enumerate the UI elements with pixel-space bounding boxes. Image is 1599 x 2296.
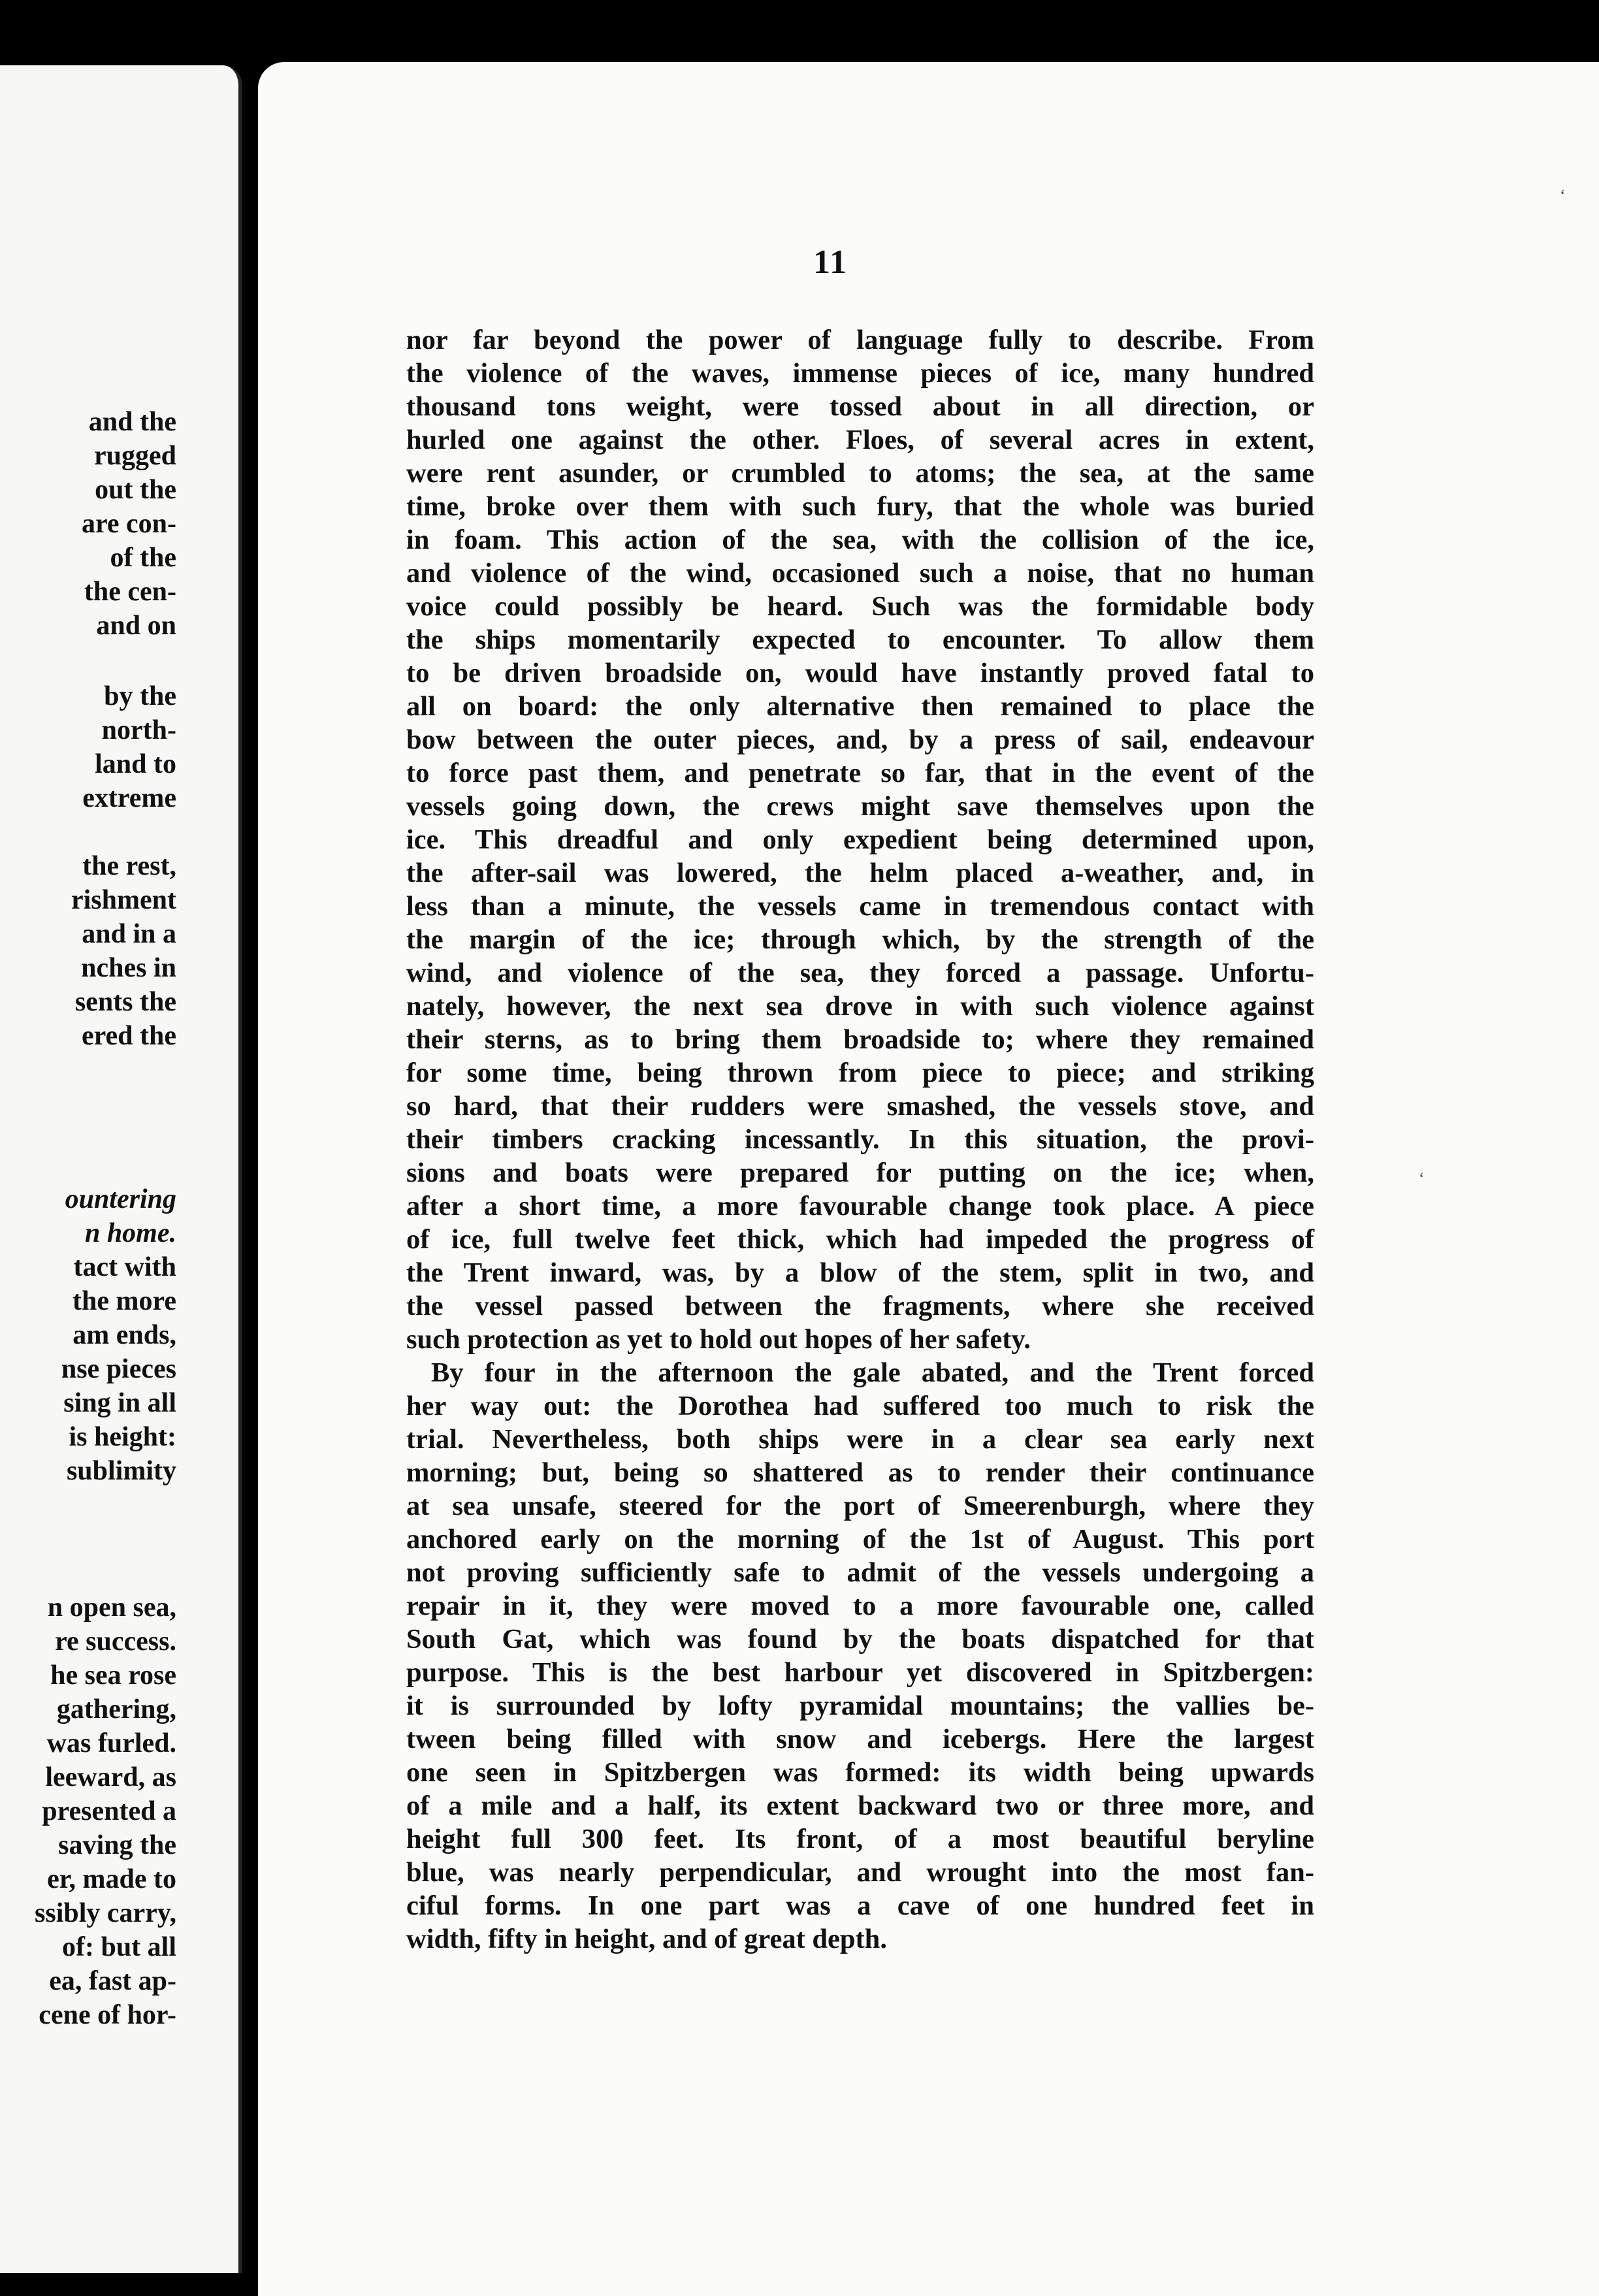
- text-line: and violence of the wind, occasioned such a noise, that no human: [406, 558, 1314, 589]
- text-line: hurled one against the other. Floes, of several acres in extent,: [406, 425, 1314, 455]
- text-line: such protection as yet to hold out hopes of her safety.: [406, 1324, 1031, 1355]
- left-fragment-line: ered the: [81, 1021, 176, 1051]
- left-fragment-line: was furled.: [46, 1728, 176, 1758]
- text-line: tween being filled with snow and icebergs. Here the largest: [406, 1724, 1314, 1754]
- text-line: By four in the afternoon the gale abated, and the Trent forced: [431, 1357, 1314, 1388]
- left-fragment-line: by the: [104, 681, 176, 711]
- left-fragment-line: are con-: [81, 509, 176, 539]
- margin-mark: ʻ: [1419, 1169, 1425, 1188]
- left-fragment-line: er, made to: [47, 1864, 176, 1894]
- left-fragment-line: rugged: [94, 441, 176, 471]
- left-fragment-line: am ends,: [73, 1320, 176, 1350]
- margin-mark: ‘: [1560, 186, 1566, 205]
- text-line: the vessel passed between the fragments, where she received: [406, 1291, 1314, 1321]
- left-fragment-line: tact with: [73, 1252, 176, 1282]
- left-fragment-line: the more: [73, 1286, 176, 1316]
- text-line: to be driven broadside on, would have instantly proved fatal to: [406, 658, 1314, 688]
- text-line: blue, was nearly perpendicular, and wrought into the most fan-: [406, 1857, 1314, 1888]
- left-fragment-line: is height:: [69, 1422, 176, 1452]
- left-fragment-line: presented a: [42, 1796, 176, 1826]
- text-line: were rent asunder, or crumbled to atoms; the sea, at the same: [406, 458, 1314, 489]
- left-fragment-line: and the: [88, 407, 176, 437]
- text-line: ciful forms. In one part was a cave of one hundred feet in: [406, 1890, 1314, 1921]
- text-line: trial. Nevertheless, both ships were in a clear sea early next: [406, 1424, 1314, 1455]
- body-text: [406, 323, 1314, 1956]
- left-fragment-line: he sea rose: [50, 1660, 176, 1690]
- left-fragment-line: north-: [101, 715, 176, 745]
- text-line: nately, however, the next sea drove in with such violence against: [406, 991, 1314, 1022]
- left-page-fragment-block: [0, 405, 176, 643]
- left-fragment-line: leeward, as: [45, 1762, 176, 1792]
- text-line: bow between the outer pieces, and, by a press of sail, endeavour: [406, 724, 1314, 755]
- text-line: all on board: the only alternative then remained to place the: [406, 691, 1314, 722]
- text-line: their timbers cracking incessantly. In this situation, the provi-: [406, 1124, 1314, 1155]
- text-line: their sterns, as to bring them broadside to; where they remained: [406, 1024, 1314, 1055]
- text-line: nor far beyond the power of language fully to describe. From: [406, 325, 1314, 355]
- text-line: at sea unsafe, steered for the port of Smeerenburgh, where they: [406, 1491, 1314, 1521]
- left-fragment-line: sing in all: [63, 1388, 176, 1418]
- text-line: morning; but, being so shattered as to render their continuance: [406, 1457, 1314, 1488]
- text-line: ice. This dreadful and only expedient being determined upon,: [406, 824, 1314, 855]
- left-fragment-line: of: but all: [61, 1932, 176, 1962]
- left-fragment-line: land to: [95, 749, 176, 779]
- text-line: of ice, full twelve feet thick, which had impeded the progress of: [406, 1224, 1314, 1255]
- left-fragment-heading: ountering: [65, 1184, 176, 1214]
- left-fragment-line: saving the: [58, 1830, 176, 1860]
- text-line: South Gat, which was found by the boats dispatched for that: [406, 1624, 1314, 1655]
- left-fragment-line: and on: [96, 611, 176, 641]
- left-fragment-line: the rest,: [82, 851, 176, 881]
- left-fragment-line: rishment: [71, 885, 176, 915]
- text-line: for some time, being thrown from piece to piece; and striking: [406, 1058, 1314, 1088]
- paragraph: [406, 1356, 1314, 1956]
- text-line: it is surrounded by lofty pyramidal mountains; the vallies be-: [406, 1690, 1314, 1721]
- text-line: wind, and violence of the sea, they forced a passage. Unfortu-: [406, 958, 1314, 988]
- left-fragment-line: ea, fast ap-: [49, 1966, 176, 1996]
- text-line: the Trent inward, was, by a blow of the stem, split in two, and: [406, 1257, 1314, 1288]
- left-page-fragment-block: [0, 849, 176, 1053]
- left-fragment-line: cene of hor-: [39, 2000, 176, 2030]
- text-line: width, fifty in height, and of great depth.: [406, 1924, 887, 1954]
- left-fragment-line: of the: [110, 543, 176, 573]
- left-fragment-line: nches in: [81, 953, 176, 983]
- left-fragment-line: sublimity: [66, 1456, 176, 1486]
- text-line: sions and boats were prepared for putting on the ice; when,: [406, 1157, 1314, 1188]
- left-fragment-heading: n home.: [84, 1218, 176, 1248]
- text-line: purpose. This is the best harbour yet discovered in Spitzbergen:: [406, 1657, 1314, 1688]
- left-fragment-line: sents the: [74, 987, 176, 1017]
- left-fragment-line: ssibly carry,: [35, 1898, 176, 1928]
- text-line: repair in it, they were moved to a more favourable one, called: [406, 1591, 1314, 1621]
- text-line: thousand tons weight, were tossed about in all direction, or: [406, 391, 1314, 422]
- text-line: voice could possibly be heard. Such was the formidable body: [406, 591, 1314, 622]
- text-line: after a short time, a more favourable change took place. A piece: [406, 1191, 1314, 1221]
- text-line: so hard, that their rudders were smashed, the vessels stove, and: [406, 1091, 1314, 1122]
- text-line: her way out: the Dorothea had suffered too much to risk the: [406, 1391, 1314, 1421]
- text-line: not proving sufficiently safe to admit of the vessels undergoing a: [406, 1557, 1314, 1588]
- left-fragment-line: and in a: [82, 919, 176, 949]
- text-line: the ships momentarily expected to encounter. To allow them: [406, 624, 1314, 655]
- left-fragment-line: nse pieces: [61, 1354, 176, 1384]
- left-fragment-line: out the: [95, 475, 176, 505]
- paragraph: [406, 323, 1314, 1356]
- text-line: the violence of the waves, immense pieces of ice, many hundred: [406, 358, 1314, 389]
- text-line: of a mile and a half, its extent backward two or three more, and: [406, 1790, 1314, 1821]
- left-fragment-line: gathering,: [56, 1694, 176, 1724]
- left-fragment-line: the cen-: [84, 577, 176, 607]
- left-page-fragment-block: [0, 1182, 176, 1488]
- left-fragment-line: n open sea,: [47, 1593, 176, 1623]
- text-line: less than a minute, the vessels came in tremendous contact with: [406, 891, 1314, 922]
- text-line: height full 300 feet. Its front, of a most beautiful beryline: [406, 1824, 1314, 1854]
- left-page-fragment-block: [0, 1591, 176, 2032]
- text-line: the margin of the ice; through which, by the strength of the: [406, 924, 1314, 955]
- page-number: 11: [813, 244, 848, 281]
- text-line: to force past them, and penetrate so far, that in the event of the: [406, 758, 1314, 788]
- text-line: anchored early on the morning of the 1st of August. This port: [406, 1524, 1314, 1555]
- left-page: [0, 65, 242, 2273]
- text-line: vessels going down, the crews might save themselves upon the: [406, 791, 1314, 822]
- text-line: the after-sail was lowered, the helm placed a-weather, and, in: [406, 858, 1314, 888]
- text-line: one seen in Spitzbergen was formed: its width being upwards: [406, 1757, 1314, 1788]
- left-fragment-line: extreme: [82, 783, 176, 813]
- text-line: in foam. This action of the sea, with the collision of the ice,: [406, 525, 1314, 555]
- text-line: time, broke over them with such fury, that the whole was buried: [406, 491, 1314, 522]
- left-page-fragment-block: [0, 679, 176, 815]
- left-fragment-line: re success.: [55, 1626, 176, 1657]
